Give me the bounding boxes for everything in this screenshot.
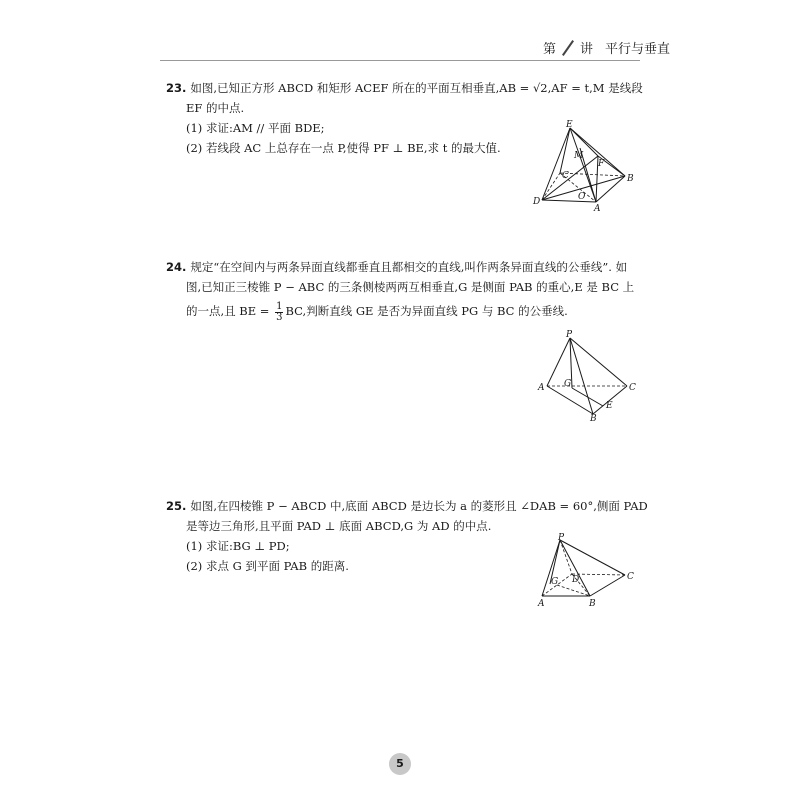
sub-question-2: (2) 若线段 AC 上总存在一点 P,使得 PF ⊥ BE,求 t 的最大值. <box>186 141 501 155</box>
label-D: D <box>533 197 541 207</box>
label-A: A <box>538 383 545 393</box>
label-E: E <box>606 401 613 411</box>
header-rule <box>160 60 640 61</box>
problem-text-line: 图,已知正三棱锥 P − ABC 的三条侧棱两两互相垂直,G 是侧面 PAB 的重心,E 是 BC 上 <box>186 280 635 294</box>
lecture-number-slash-icon <box>560 40 576 56</box>
label-G: G <box>551 577 559 587</box>
problem-text-line: 如图,已知正方形 ABCD 和矩形 ACEF 所在的平面互相垂直,AB = √2,AF = t,M 是线段 <box>190 81 643 95</box>
header-suffix: 讲 <box>579 42 593 57</box>
header-title: 平行与垂直 <box>604 42 670 57</box>
sub-question-1: (1) 求证:BG ⊥ PD; <box>186 539 290 553</box>
problem-text-line-with-fraction <box>166 301 646 323</box>
figure-23-solid <box>530 118 640 213</box>
label-E: E <box>566 120 573 130</box>
header-prefix: 第 <box>542 42 556 57</box>
sub-question-2: (2) 求点 G 到平面 PAB 的距离. <box>186 559 349 573</box>
problem-number: 23. <box>166 81 187 95</box>
problem-text-line: 是等边三角形,且平面 PAD ⊥ 底面 ABCD,G 为 AD 的中点. <box>186 519 492 533</box>
running-header <box>543 38 670 57</box>
problem-text-segment: 的一点,且 BE = <box>186 304 270 318</box>
label-D: D <box>572 575 580 585</box>
problem-text-line: 如图,在四棱锥 P − ABCD 中,底面 ABCD 是边长为 a 的菱形且 ∠DAB = 60°,侧面 PAD <box>190 499 648 513</box>
label-P: P <box>566 330 573 340</box>
problem-text-segment: BC,判断直线 GE 是否为异面直线 PG 与 BC 的公垂线. <box>285 304 568 318</box>
label-P: P <box>558 533 565 543</box>
problem-number: 24. <box>166 260 187 274</box>
label-A: A <box>538 599 545 609</box>
fraction-numerator: 1 <box>276 300 283 312</box>
label-M: M <box>574 151 584 161</box>
problem-24 <box>166 257 646 323</box>
label-B: B <box>589 599 596 609</box>
label-B: B <box>627 174 634 184</box>
sub-question-1: (1) 求证:AM // 平面 BDE; <box>186 121 325 135</box>
figure-24-pyramid <box>535 328 645 423</box>
page-number: 5 <box>389 753 411 775</box>
label-C: C <box>627 572 634 582</box>
label-A: A <box>594 204 601 213</box>
problem-text-line: EF 的中点. <box>186 101 245 115</box>
label-B: B <box>590 414 597 423</box>
figure-25-pyramid <box>530 532 645 612</box>
label-G: G <box>564 379 572 389</box>
fraction-denominator: 3 <box>276 311 283 323</box>
fraction-one-third <box>275 302 283 323</box>
label-O: O <box>578 192 586 202</box>
problem-number: 25. <box>166 499 187 513</box>
label-F: F <box>598 159 605 169</box>
problem-text-line: 规定“在空间内与两条异面直线都垂直且都相交的直线,叫作两条异面直线的公垂线”. 如 <box>190 260 628 274</box>
label-C: C <box>629 383 636 393</box>
label-C: C <box>562 171 569 181</box>
